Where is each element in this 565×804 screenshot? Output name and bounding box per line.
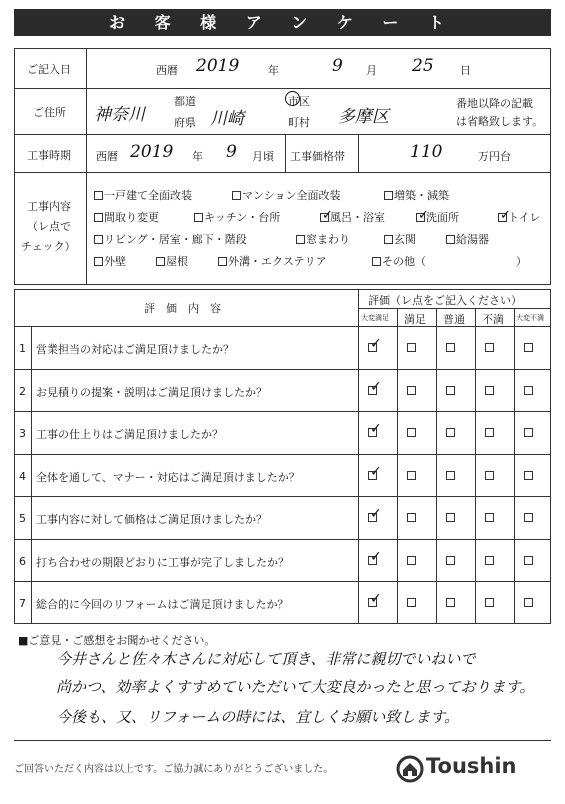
checkbox[interactable]: [94, 257, 103, 266]
eval-header-bottom: [14, 326, 551, 327]
price-divider: [358, 134, 359, 172]
price-label: 工事価格帯: [290, 150, 345, 163]
rating-checkbox-checked[interactable]: [368, 598, 377, 607]
rating-checkbox[interactable]: [485, 471, 494, 480]
eval-header-content: 評 価 内 容: [144, 302, 221, 315]
construction-era: 西暦: [96, 150, 118, 163]
eval-col-very-satisfied: 大変満足: [361, 314, 389, 322]
entry-date-month: 9: [332, 56, 343, 76]
info-table: [14, 48, 551, 285]
brand-logo: [396, 750, 546, 788]
address-note-line2: は省略致します。: [456, 115, 544, 128]
rating-checkbox-checked[interactable]: [368, 343, 377, 352]
rating-checkbox-checked[interactable]: [368, 428, 377, 437]
rating-checkbox[interactable]: [524, 556, 533, 565]
rating-checkbox[interactable]: [485, 343, 494, 352]
question-text: 営業担当の対応はご満足頂けましたか？: [36, 343, 234, 356]
construction-year-unit: 年: [192, 150, 203, 163]
rating-checkbox[interactable]: [446, 471, 455, 480]
footer-note: ご回答いただく内容は以上です。ご協力誠にありがとうございました。: [14, 764, 334, 775]
option-label: 増築・減築: [394, 189, 449, 202]
survey-title: お 客 様 ア ン ケ ー ト: [14, 9, 551, 36]
rating-checkbox-checked[interactable]: [368, 471, 377, 480]
rating-checkbox[interactable]: [407, 513, 416, 522]
price-divider: [285, 134, 286, 172]
rating-checkbox[interactable]: [524, 343, 533, 352]
address-pref-suffix-top: 都道: [174, 95, 196, 108]
work-option[interactable]: [94, 209, 159, 225]
work-option[interactable]: [320, 209, 385, 225]
checkbox[interactable]: [384, 191, 393, 200]
address-prefecture: 神奈川: [94, 105, 145, 125]
row-divider: [14, 88, 551, 89]
entry-date-day-unit: 日: [460, 64, 471, 77]
question-number: 1: [19, 342, 26, 355]
entry-date-year-unit: 年: [268, 64, 279, 77]
question-text: 全体を通して、マナー・対応はご満足頂けましたか？: [36, 470, 300, 484]
work-option[interactable]: [94, 253, 126, 269]
comments-bottom-line: [14, 740, 551, 741]
option-label: 洗面所: [426, 211, 459, 224]
entry-date-month-unit: 月: [366, 64, 377, 77]
rating-checkbox-checked[interactable]: [368, 386, 377, 395]
construction-label: 工事時期: [27, 149, 71, 162]
eval-row-divider: [14, 496, 551, 497]
rating-checkbox[interactable]: [446, 343, 455, 352]
checkbox[interactable]: [384, 235, 393, 244]
work-option[interactable]: [194, 209, 280, 225]
rating-checkbox[interactable]: [407, 471, 416, 480]
entry-date-day: 25: [412, 56, 434, 76]
question-number: 7: [19, 597, 26, 610]
checkbox[interactable]: [372, 257, 381, 266]
address-city: 川崎: [210, 109, 244, 129]
option-label: 風呂・浴室: [330, 211, 385, 224]
eval-row-divider: [14, 454, 551, 455]
row-divider: [14, 134, 551, 135]
address-city-suffix-top: 市区: [288, 95, 310, 108]
house-logo-icon: [396, 752, 424, 784]
work-option[interactable]: [416, 209, 459, 225]
work-option[interactable]: [384, 187, 449, 203]
eval-row-divider: [14, 411, 551, 412]
rating-checkbox[interactable]: [524, 428, 533, 437]
checkbox-checked[interactable]: [498, 213, 507, 222]
address-city-suffix-bottom: 町村: [288, 116, 310, 129]
work-option[interactable]: [498, 209, 540, 225]
option-label: 窓まわり: [306, 233, 350, 246]
rating-checkbox[interactable]: [407, 598, 416, 607]
work-content-label-1: 工事内容: [27, 200, 71, 213]
other-close-paren: ）: [516, 255, 527, 268]
option-label: マンション全面改装: [242, 189, 341, 202]
checkbox-checked[interactable]: [416, 213, 425, 222]
info-label-divider: [86, 48, 87, 285]
option-label: 間取り変更: [104, 211, 159, 224]
rating-checkbox[interactable]: [485, 598, 494, 607]
question-number: 6: [19, 554, 26, 568]
rating-checkbox-checked[interactable]: [368, 513, 377, 522]
option-label: 屋根: [166, 255, 188, 268]
question-number: 5: [19, 512, 26, 525]
option-label: 玄関: [394, 233, 416, 246]
work-option[interactable]: [94, 187, 192, 203]
option-label: 一戸建て全面改装: [104, 189, 192, 202]
eval-col-very-dissatisfied: 大変不満: [516, 314, 544, 322]
construction-month-unit: 月頃: [252, 150, 274, 163]
work-option[interactable]: [296, 231, 350, 247]
evaluation-table: [14, 289, 551, 624]
rating-checkbox[interactable]: [524, 598, 533, 607]
address-note-line1: 番地以降の記載: [456, 97, 533, 110]
checkbox[interactable]: [194, 213, 203, 222]
eval-col-dissatisfied: 不満: [482, 313, 504, 326]
comment-line-2: 尚かつ、効率よくすすめていただいて大変良かったと思っております。: [56, 678, 535, 696]
question-text: お見積りの提案・説明はご満足頂けましたか？: [36, 385, 267, 399]
rating-checkbox[interactable]: [485, 556, 494, 565]
comment-line-1: 今井さんと佐々木さんに対応して頂き、非常に親切でいねいで: [56, 650, 476, 668]
option-label: その他（: [382, 255, 426, 268]
address-label: ご住所: [33, 106, 66, 119]
eval-col-divider: [397, 308, 398, 624]
option-label: キッチン・台所: [204, 211, 281, 224]
row-divider: [14, 172, 551, 173]
price-value: 110: [410, 142, 443, 162]
entry-date-era: 西暦: [156, 64, 178, 77]
checkbox[interactable]: [94, 235, 103, 244]
question-number: 4: [19, 469, 26, 483]
rating-checkbox[interactable]: [407, 343, 416, 352]
entry-date-label: ご記入日: [27, 63, 71, 76]
checkbox[interactable]: [94, 191, 103, 200]
checkbox[interactable]: [218, 257, 227, 266]
entry-date-year: 2019: [196, 56, 240, 76]
eval-col-neutral: 普通: [443, 313, 465, 326]
comments-label: ■ご意見・ご感想をお聞かせください。: [18, 634, 216, 647]
option-label: 外溝・エクステリア: [228, 255, 327, 268]
checkbox[interactable]: [94, 213, 103, 222]
rating-checkbox[interactable]: [524, 513, 533, 522]
rating-checkbox[interactable]: [524, 471, 533, 480]
address-pref-suffix-bottom: 府県: [174, 116, 196, 129]
work-option[interactable]: [384, 231, 416, 247]
eval-col-divider: [436, 308, 437, 624]
rating-checkbox[interactable]: [407, 556, 416, 565]
rating-checkbox[interactable]: [524, 386, 533, 395]
question-text: 工事の仕上りはご満足頂けましたか？: [36, 428, 223, 441]
work-content-label-3: チェック）: [21, 240, 76, 253]
rating-checkbox[interactable]: [446, 556, 455, 565]
work-option[interactable]: [156, 253, 188, 269]
checkbox[interactable]: [296, 235, 305, 244]
eval-row-divider: [14, 539, 551, 540]
comment-line-3: 今後も、又、リフォームの時には、宜しくお願い致します。: [56, 708, 460, 726]
checkbox-checked[interactable]: [320, 213, 329, 222]
option-label: トイレ: [508, 211, 541, 224]
question-number: 3: [19, 427, 26, 440]
work-option[interactable]: [94, 231, 247, 247]
option-label: 外壁: [104, 255, 126, 268]
eval-header-rating: 評価（レ点をご記入ください）: [368, 294, 522, 307]
work-option[interactable]: [218, 253, 327, 269]
construction-year: 2019: [130, 142, 174, 162]
rating-checkbox[interactable]: [407, 428, 416, 437]
work-option[interactable]: [232, 187, 341, 203]
work-content-label-2: （レ点で: [27, 220, 71, 233]
construction-month: 9: [226, 142, 237, 162]
option-label: 給湯器: [456, 233, 489, 246]
question-text: 打ち合わせの期限どおりに工事が完了しましたか？: [36, 555, 289, 569]
rating-checkbox[interactable]: [485, 428, 494, 437]
rating-checkbox-checked[interactable]: [368, 556, 377, 565]
brand-name: Toushin: [426, 754, 517, 778]
rating-checkbox[interactable]: [485, 386, 494, 395]
rating-checkbox[interactable]: [485, 513, 494, 522]
eval-row-divider: [14, 581, 551, 582]
checkbox[interactable]: [156, 257, 165, 266]
eval-divider: [358, 289, 359, 624]
eval-col-divider: [514, 308, 515, 624]
work-option[interactable]: [446, 231, 489, 247]
rating-checkbox[interactable]: [446, 598, 455, 607]
city-circle-mark: [285, 91, 300, 106]
question-number: 2: [19, 384, 26, 398]
checkbox[interactable]: [232, 191, 241, 200]
eval-row-divider: [14, 369, 551, 370]
question-text: 工事内容に対して価格はご満足頂けましたか？: [36, 513, 267, 526]
eval-col-divider: [475, 308, 476, 624]
address-ward: 多摩区: [338, 107, 389, 127]
eval-col-satisfied: 満足: [404, 313, 426, 326]
option-label: リビング・居室・廊下・階段: [104, 233, 247, 246]
checkbox[interactable]: [446, 235, 455, 244]
rating-checkbox[interactable]: [407, 386, 416, 395]
rating-checkbox[interactable]: [446, 386, 455, 395]
price-unit: 万円台: [478, 150, 511, 163]
rating-checkbox[interactable]: [446, 513, 455, 522]
eval-header-divider: [358, 308, 551, 309]
question-text: 総合的に今回のリフォームはご満足頂けましたか？: [36, 598, 289, 611]
work-option[interactable]: [372, 253, 426, 269]
rating-checkbox[interactable]: [446, 428, 455, 437]
eval-num-divider: [31, 326, 32, 624]
